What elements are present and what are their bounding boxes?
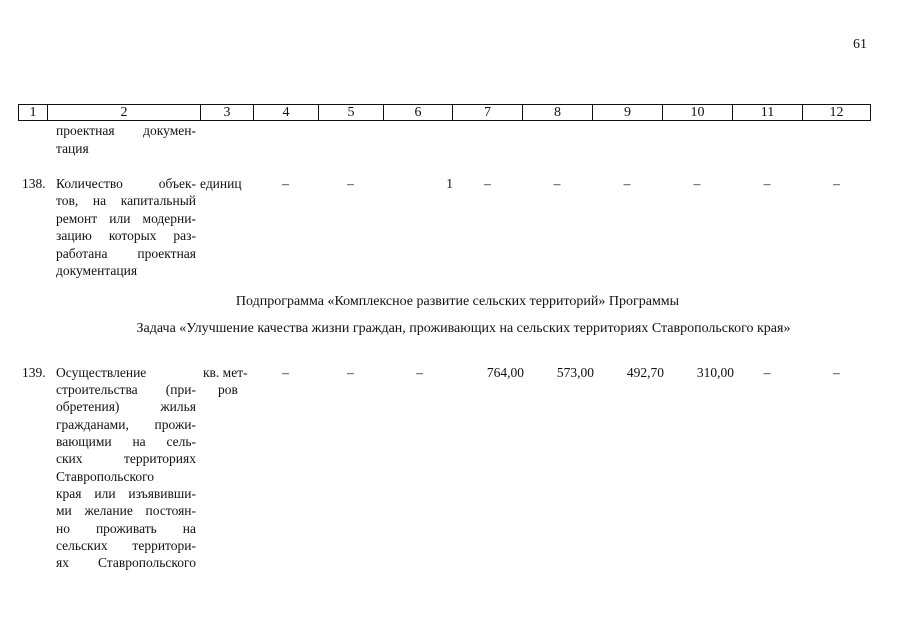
text-line: вающими на сель-: [56, 434, 196, 449]
value-col-12: –: [833, 365, 840, 380]
subprogram-heading: Подпрограмма «Комплексное развитие сельских территорий» Программы: [235, 294, 680, 309]
text-line: Ставропольского: [56, 469, 155, 484]
value-col-6: –: [416, 365, 423, 380]
header-col-4: 4: [253, 104, 318, 121]
value-col-10: 310,00: [696, 365, 734, 380]
text-line: края или изъявивши-: [56, 486, 196, 501]
value-col-12: –: [833, 176, 840, 191]
text-line: Осуществление: [56, 365, 147, 380]
text-line: зацию которых раз-: [56, 228, 196, 243]
text-line: проектная докумен-: [56, 123, 196, 138]
value-col-6: 1: [446, 176, 453, 191]
text-line: Количество объек-: [56, 176, 196, 191]
value-col-8: –: [553, 176, 561, 191]
unit: единиц: [200, 176, 242, 191]
text-line: работана проектная: [56, 246, 196, 261]
text-line: ях Ставропольского: [56, 555, 196, 570]
text-line: документация: [56, 263, 138, 278]
header-col-10: 10: [662, 104, 732, 121]
text-line: сельских территори-: [56, 538, 196, 553]
header-col-6: 6: [383, 104, 452, 121]
value-col-11: –: [763, 365, 771, 380]
text-line: тация: [56, 141, 89, 156]
value-col-7: –: [484, 176, 491, 191]
value-col-8: 573,00: [556, 365, 594, 380]
text-line: строительства (при-: [56, 382, 196, 397]
header-col-2: 2: [47, 104, 200, 121]
text-line: ских территориях: [56, 451, 196, 466]
header-col-9: 9: [592, 104, 662, 121]
row-number: 139.: [22, 365, 46, 380]
value-col-5: –: [347, 176, 354, 191]
value-col-4: –: [282, 365, 289, 380]
text-line: тов, на капитальный: [56, 193, 196, 208]
text-line: ми желание постоян-: [56, 503, 196, 518]
text-line: обретения) жилья: [56, 399, 196, 414]
header-col-3: 3: [200, 104, 253, 121]
value-col-5: –: [347, 365, 354, 380]
task-heading: Задача «Улучшение качества жизни граждан, проживающих на сельских территориях Ставропольского края»: [136, 321, 791, 336]
value-col-11: –: [763, 176, 771, 191]
header-col-5: 5: [318, 104, 383, 121]
row-number: 138.: [22, 176, 46, 191]
text-line: гражданами, прожи-: [56, 417, 196, 432]
header-col-12: 12: [802, 104, 871, 121]
value-col-4: –: [282, 176, 289, 191]
header-col-7: 7: [452, 104, 522, 121]
unit-line: ров: [218, 382, 238, 397]
value-col-10: –: [693, 176, 701, 191]
page-number: 61: [853, 37, 867, 52]
text-line: но проживать на: [56, 521, 196, 536]
value-col-9: –: [623, 176, 631, 191]
header-col-1: 1: [18, 104, 47, 121]
text-line: ремонт или модерни-: [56, 211, 196, 226]
value-col-9: 492,70: [626, 365, 664, 380]
header-col-11: 11: [732, 104, 802, 121]
unit-line: кв. мет-: [203, 365, 248, 380]
value-col-7: 764,00: [486, 365, 524, 380]
header-col-8: 8: [522, 104, 592, 121]
